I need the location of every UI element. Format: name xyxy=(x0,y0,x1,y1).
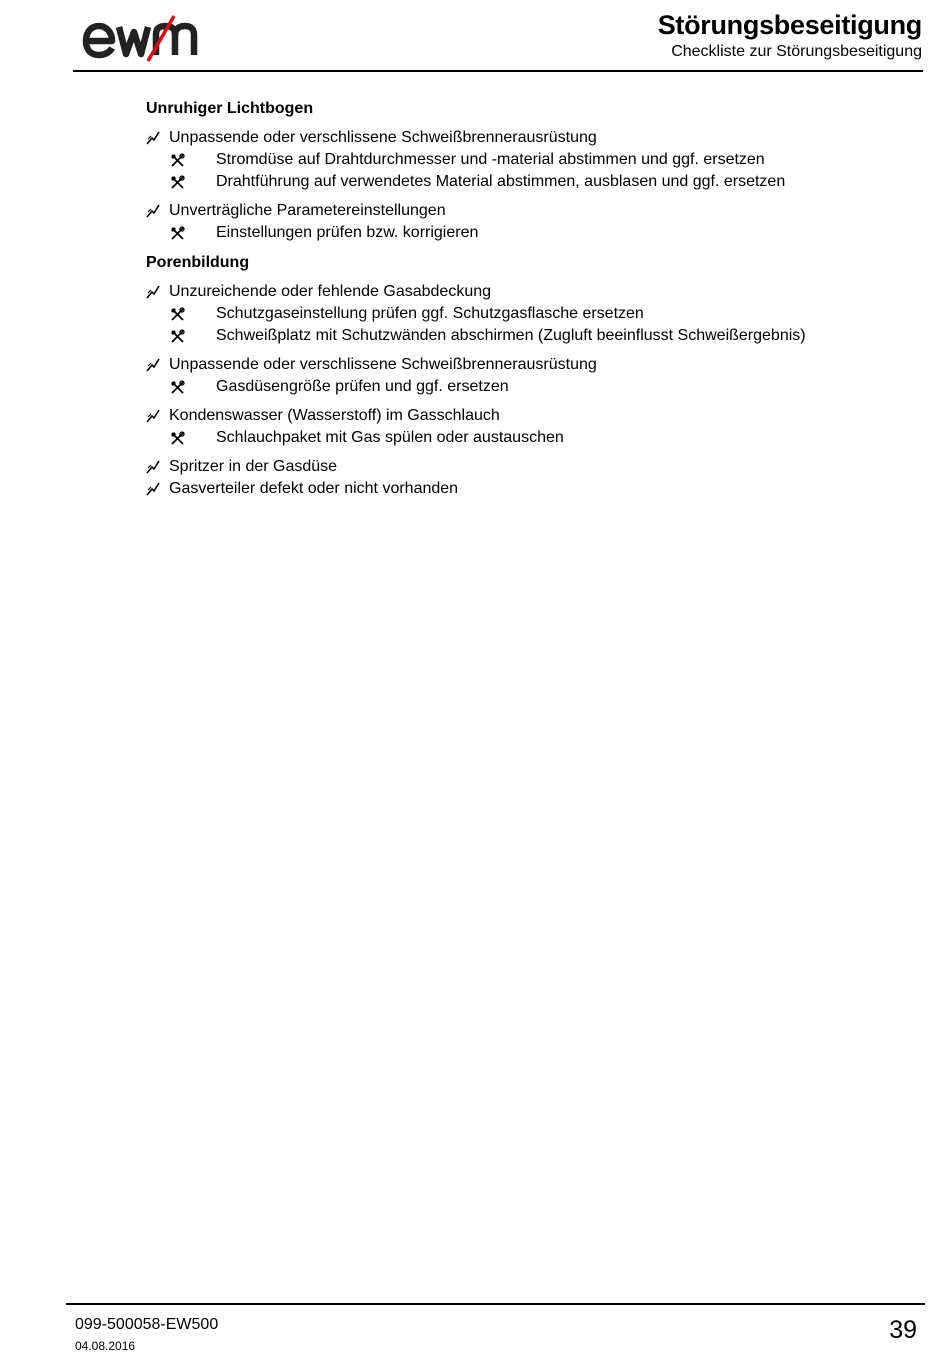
tools-icon xyxy=(170,226,185,241)
remedy-text: Schlauchpaket mit Gas spülen oder austauschen xyxy=(216,429,564,446)
remedy-text: Schutzgaseinstellung prüfen ggf. Schutzgasflasche ersetzen xyxy=(216,305,644,322)
tools-icon xyxy=(170,307,185,322)
tools-icon xyxy=(170,175,185,190)
lightning-icon xyxy=(146,482,160,496)
document-date: 04.08.2016 xyxy=(75,1339,136,1353)
lightning-icon xyxy=(146,285,160,299)
cause-item xyxy=(146,456,906,478)
lightning-icon xyxy=(146,204,160,218)
lightning-icon xyxy=(146,131,160,145)
cause-item xyxy=(146,478,906,500)
header-divider xyxy=(73,70,923,72)
footer-divider xyxy=(66,1303,925,1305)
cause-item xyxy=(146,127,906,193)
cause-text: Kondenswasser (Wasserstoff) im Gasschlauch xyxy=(169,407,500,424)
section-title: Porenbildung xyxy=(146,254,250,271)
ewm-logo xyxy=(82,14,212,62)
checklist xyxy=(146,97,906,500)
page-number: 39 xyxy=(889,1316,917,1344)
tools-icon xyxy=(170,380,185,395)
cause-text: Unverträgliche Parametereinstellungen xyxy=(169,202,446,219)
cause-text: Unzureichende oder fehlende Gasabdeckung xyxy=(169,283,492,300)
cause-text: Unpassende oder verschlissene Schweißbrennerausrüstung xyxy=(169,129,597,146)
remedy-text: Einstellungen prüfen bzw. korrigieren xyxy=(216,224,479,241)
tools-icon xyxy=(170,153,185,168)
tools-icon xyxy=(170,329,185,344)
tools-icon xyxy=(170,431,185,446)
page-subtitle: Checkliste zur Störungsbeseitigung xyxy=(671,43,922,60)
section-porenbildung xyxy=(146,251,906,500)
lightning-icon xyxy=(146,409,160,423)
section-unruhiger-lichtbogen xyxy=(146,97,906,244)
cause-text: Spritzer in der Gasdüse xyxy=(169,458,338,475)
remedy-text: Stromdüse auf Drahtdurchmesser und -material abstimmen und ggf. ersetzen xyxy=(216,151,765,168)
cause-item xyxy=(146,281,906,347)
page-title: Störungsbeseitigung xyxy=(657,10,922,40)
remedy-text: Drahtführung auf verwendetes Material abstimmen, ausblasen und ggf. ersetzen xyxy=(216,173,786,190)
remedy-text: Gasdüsengröße prüfen und ggf. ersetzen xyxy=(216,378,509,395)
cause-text: Unpassende oder verschlissene Schweißbrennerausrüstung xyxy=(169,356,597,373)
remedy-text: Schweißplatz mit Schutzwänden abschirmen (Zugluft beeinflusst Schweißergebnis) xyxy=(216,327,806,344)
lightning-icon xyxy=(146,358,160,372)
lightning-icon xyxy=(146,460,160,474)
cause-item xyxy=(146,354,906,398)
cause-text: Gasverteiler defekt oder nicht vorhanden xyxy=(169,480,459,497)
section-title: Unruhiger Lichtbogen xyxy=(146,100,314,117)
document-number: 099-500058-EW500 xyxy=(75,1316,219,1333)
cause-item xyxy=(146,405,906,449)
cause-item xyxy=(146,200,906,244)
